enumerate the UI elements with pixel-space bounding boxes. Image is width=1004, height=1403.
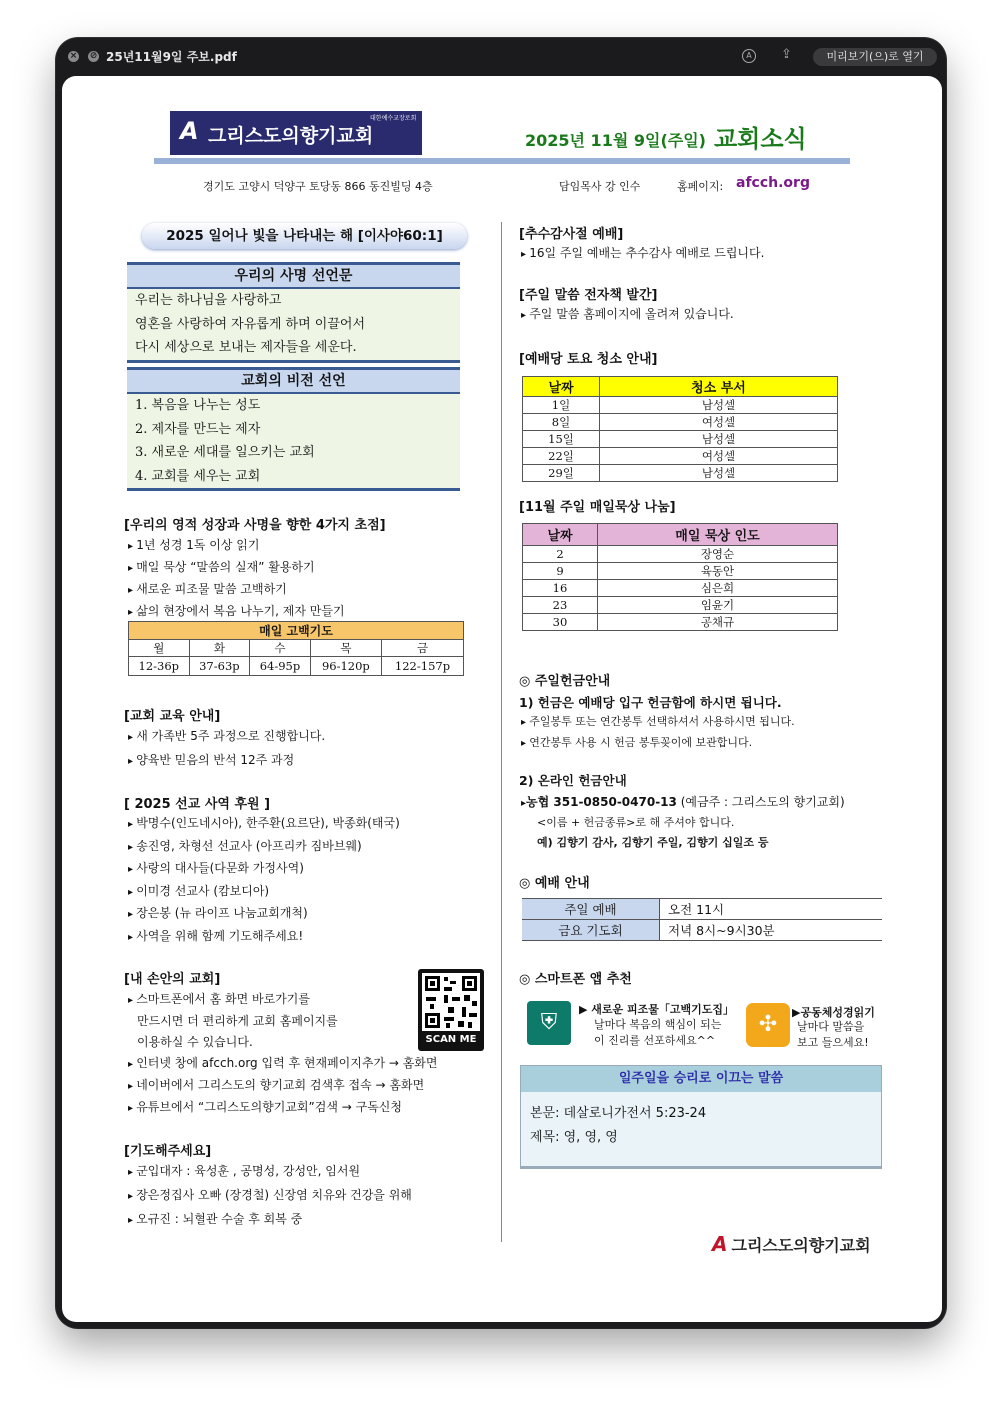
offering-sub1: 1) 헌금은 예배당 입구 헌금함에 하시면 됩니다.	[519, 695, 782, 710]
table-header: 청소 부서	[600, 377, 838, 397]
list-item: ▸ 장은봉 (뉴 라이프 나눔교회개척)	[128, 903, 400, 926]
mission-line: 다시 세상으로 보내는 제자들을 세운다.	[135, 340, 357, 355]
app2-title-text: 공동체성경읽기	[800, 1006, 875, 1019]
app1-line: 날마다 복음의 핵심이 되는	[594, 1018, 722, 1031]
table-cell: 37-63p	[189, 657, 250, 676]
table-cell: 2	[523, 546, 598, 563]
table-cell: 64-95p	[250, 657, 311, 676]
list-item: ▸ 새로운 피조물 말씀 고백하기	[128, 579, 345, 601]
list-item: ▸ 군입대자 : 육성훈 , 공명성, 강성안, 임서원	[128, 1160, 412, 1184]
table-cell: 30	[523, 614, 598, 631]
account-number: 농협 351-0850-0470-13	[526, 795, 677, 809]
table-cell: 금	[382, 640, 464, 657]
table-cell: 9	[523, 563, 598, 580]
header-rule	[154, 158, 850, 164]
table-cell: 남성셀	[600, 431, 838, 448]
meditation-table	[522, 523, 838, 631]
education-title: [교회 교육 안내]	[124, 709, 221, 724]
share-icon[interactable]: ⇪	[781, 47, 792, 62]
worship-table	[522, 898, 882, 941]
list-item: ▸ 삶의 현장에서 복음 나누기, 제자 만들기	[128, 601, 345, 623]
table-cell: 심은희	[598, 580, 838, 597]
close-icon[interactable]: ×	[69, 51, 78, 61]
pastor: 담임목사 강 인수	[559, 180, 641, 193]
cleaning-title: [예배당 토요 청소 안내]	[519, 352, 658, 367]
thanksgiving-title: [추수감사절 예배]	[519, 227, 624, 242]
prayer-title: [기도해주세요]	[124, 1144, 212, 1159]
table-cell: 여성셀	[600, 448, 838, 465]
list-item: ▸ 유튜브에서 “그리스도의향기교회”검색 → 구독신청	[128, 1097, 438, 1119]
missions-title: [ 2025 선교 사역 후원 ]	[124, 797, 271, 812]
app1-title: ▶ 새로운 피조물「고백기도집」	[579, 1003, 735, 1016]
list-item: ▸ 양육반 믿음의 반석 12주 과정	[128, 749, 325, 773]
account-line: ▸농협 351-0850-0470-13 (예금주 : 그리스도의 향기교회)	[521, 795, 845, 809]
confession-title: 매일 고백기도	[129, 622, 464, 640]
logo-text: 그리스도의향기교회	[208, 125, 374, 147]
app2-line: 날마다 말씀을	[797, 1020, 865, 1033]
table-cell: 남성셀	[600, 465, 838, 482]
app1-desc	[594, 1017, 721, 1049]
table-header: 매일 묵상 인도	[598, 524, 838, 546]
ebook-title: [주일 말씀 전자책 발간]	[519, 288, 658, 303]
table-cell: 주일 예배	[522, 899, 660, 920]
table-cell: 금요 기도회	[522, 920, 660, 941]
table-cell: 1일	[523, 397, 600, 414]
list-item: ▸ 네이버에서 그리스도의 향기교회 검색후 접속 → 홈화면	[128, 1075, 438, 1097]
bulletin-date: 2025년 11월 9일(주일)	[525, 131, 706, 150]
table-cell: 23	[523, 597, 598, 614]
open-in-preview-button[interactable]: 미리보기(으)로 열기	[813, 48, 937, 66]
sermon-subject: 제목: 영, 영, 영	[530, 1130, 618, 1145]
hand-title: [내 손안의 교회]	[124, 972, 221, 987]
confession-app-icon[interactable]: ⛨	[527, 1001, 571, 1045]
table-cell: 여성셀	[600, 414, 838, 431]
app1-title-text: 새로운 피조물「고백기도집」	[591, 1003, 735, 1016]
offering-sub2: 2) 온라인 헌금안내	[519, 773, 627, 788]
sermon-box	[520, 1065, 882, 1169]
thanksgiving-item: ▸ 16일 주일 예배는 추수감사 예배로 드립니다.	[521, 243, 764, 265]
mission-line: 우리는 하나님을 사랑하고	[135, 293, 282, 308]
table-cell: 8일	[523, 414, 600, 431]
table-cell: 임윤기	[598, 597, 838, 614]
apps-title: ◎ 스마트폰 앱 추천	[519, 972, 632, 987]
bible-reading-app-icon[interactable]: ✣	[746, 1003, 790, 1047]
confession-table	[128, 621, 464, 676]
mission-title: 우리의 사명 선언문	[127, 265, 460, 289]
footer-logo-text: 그리스도의향기교회	[731, 1236, 871, 1255]
list-item: ▸ 주일봉투 또는 연간봉투 선택하셔서 사용하시면 됩니다.	[521, 712, 795, 733]
offering-note: <이름 + 헌금종류>로 해 주셔야 합니다.	[537, 816, 735, 829]
list-item: ▸ 사역을 위해 함께 기도해주세요!	[128, 926, 400, 949]
table-cell: 15일	[523, 431, 600, 448]
list-item: ▸ 이미경 선교사 (캄보디아)	[128, 881, 400, 904]
qr-code-icon	[422, 973, 480, 1031]
missions-list	[128, 813, 400, 949]
footer-logo-mark-icon: A	[712, 1232, 728, 1256]
bulletin-title: 교회소식	[714, 125, 807, 153]
table-header: 날짜	[523, 377, 600, 397]
table-cell: 월	[129, 640, 190, 657]
year-theme: 2025 일어나 빛을 나타내는 해 [이사야60:1]	[142, 223, 467, 249]
list-item: ▸ 장은정집사 오빠 (장경철) 신장염 치유와 건강을 위해	[128, 1184, 412, 1208]
logo-subtext: 대한예수교장로회	[370, 115, 417, 122]
homepage-link[interactable]: afcch.org	[736, 175, 810, 191]
ebook-item: ▸ 주일 말씀 홈페이지에 올려져 있습니다.	[521, 304, 734, 326]
sermon-title: 일주일을 승리로 이끄는 말씀	[521, 1066, 881, 1092]
table-cell: 화	[189, 640, 250, 657]
table-cell: 16	[523, 580, 598, 597]
table-cell: 오전 11시	[668, 902, 725, 917]
table-cell: 수	[250, 640, 311, 657]
mission-line: 영혼을 사랑하여 자유롭게 하며 이끌어서	[135, 316, 366, 332]
table-cell: 12-36p	[129, 657, 190, 676]
list-item: ▸ 송진영, 차형선 선교사 (아프리카 짐바브웨)	[128, 836, 400, 859]
vision-line: 2. 제자를 만드는 제자	[135, 421, 261, 437]
vision-body	[127, 394, 460, 488]
app2-line: 보고 들으세요!	[797, 1036, 869, 1049]
markup-icon[interactable]: A	[742, 49, 756, 63]
table-cell: 저녁 8시~9시30분	[668, 923, 775, 938]
meditation-title: [11월 주일 매일묵상 나눔]	[519, 500, 676, 515]
mission-body	[127, 289, 460, 360]
focus-title: [우리의 영적 성장과 사명을 향한 4가지 초점]	[124, 518, 386, 533]
list-item: ▸ 새 가족반 5주 과정으로 진행합니다.	[128, 725, 325, 749]
offering-example: 예) 김향기 감사, 김향기 주일, 김향기 십일조 등	[537, 836, 769, 849]
table-cell: 육동안	[598, 563, 838, 580]
table-header: 날짜	[523, 524, 598, 546]
prayer-list	[128, 1160, 412, 1232]
scan-me-label: SCAN ME	[425, 1034, 477, 1045]
church-logo	[170, 111, 422, 155]
logo-mark-icon: A	[180, 117, 199, 145]
window-title: 25년11월9일 주보.pdf	[106, 50, 237, 64]
block-icon[interactable]: ⊘	[89, 51, 98, 61]
table-cell: 122-157p	[382, 657, 464, 676]
vision-line: 4. 교회를 세우는 교회	[135, 468, 261, 484]
app2-title: ▶공동체성경읽기	[792, 1006, 875, 1019]
hand-list	[128, 989, 438, 1119]
app1-line: 이 진리를 선포하세요^^	[594, 1034, 716, 1047]
table-cell: 22일	[523, 448, 600, 465]
app2-desc	[797, 1019, 869, 1051]
mission-box	[127, 262, 460, 363]
focus-list	[128, 535, 345, 623]
sermon-body	[521, 1092, 881, 1150]
column-divider	[501, 222, 502, 1242]
sermon-text: 본문: 데살로니가전서 5:23-24	[530, 1106, 707, 1121]
homepage-label: 홈페이지:	[677, 180, 724, 193]
table-cell: 공채규	[598, 614, 838, 631]
vision-line: 3. 새로운 세대를 일으키는 교회	[135, 445, 315, 460]
table-cell: 96-120p	[310, 657, 381, 676]
list-item: ▸ 매일 묵상 “말씀의 실재” 활용하기	[128, 557, 345, 579]
education-list	[128, 725, 325, 773]
vision-box	[127, 367, 460, 491]
list-item: ▸ 연간봉투 사용 시 헌금 봉투꽂이에 보관합니다.	[521, 733, 795, 754]
account-holder: (예금주 : 그리스도의 향기교회)	[676, 795, 845, 809]
offering-list	[521, 712, 795, 754]
cleaning-table	[522, 376, 838, 482]
list-item: ▸ 1년 성경 1독 이상 읽기	[128, 535, 345, 557]
table-cell: 29일	[523, 465, 600, 482]
qr-code[interactable]	[418, 969, 484, 1051]
vision-line: 1. 복음을 나누는 성도	[135, 398, 261, 413]
list-item: ▸ 사랑의 대사들(다문화 가정사역)	[128, 858, 400, 881]
list-item-continued: 만드시면 더 편리하게 교회 홈페이지를	[137, 1014, 338, 1028]
address: 경기도 고양시 덕양구 토당동 866 동진빌딩 4층	[203, 180, 433, 193]
table-cell: 남성셀	[600, 397, 838, 414]
worship-title: ◎ 예배 안내	[519, 876, 590, 891]
footer-logo	[712, 1232, 871, 1256]
list-item-continued: 이용하실 수 있습니다.	[137, 1035, 253, 1049]
list-item: ▸ 스마트폰에서 홈 화면 바로가기를	[128, 989, 438, 1011]
table-cell: 목	[310, 640, 381, 657]
vision-title: 교회의 비전 선언	[127, 370, 460, 394]
table-cell: 장영순	[598, 546, 838, 563]
list-item: ▸ 오규진 : 뇌혈관 수술 후 회복 중	[128, 1208, 412, 1232]
offering-title: ◎ 주일헌금안내	[519, 674, 611, 689]
list-item: ▸ 박명수(인도네시아), 한주환(요르단), 박종화(태국)	[128, 813, 400, 836]
list-item: ▸ 인터넷 창에 afcch.org 입력 후 현재페이지추가 → 홈화면	[128, 1053, 438, 1075]
